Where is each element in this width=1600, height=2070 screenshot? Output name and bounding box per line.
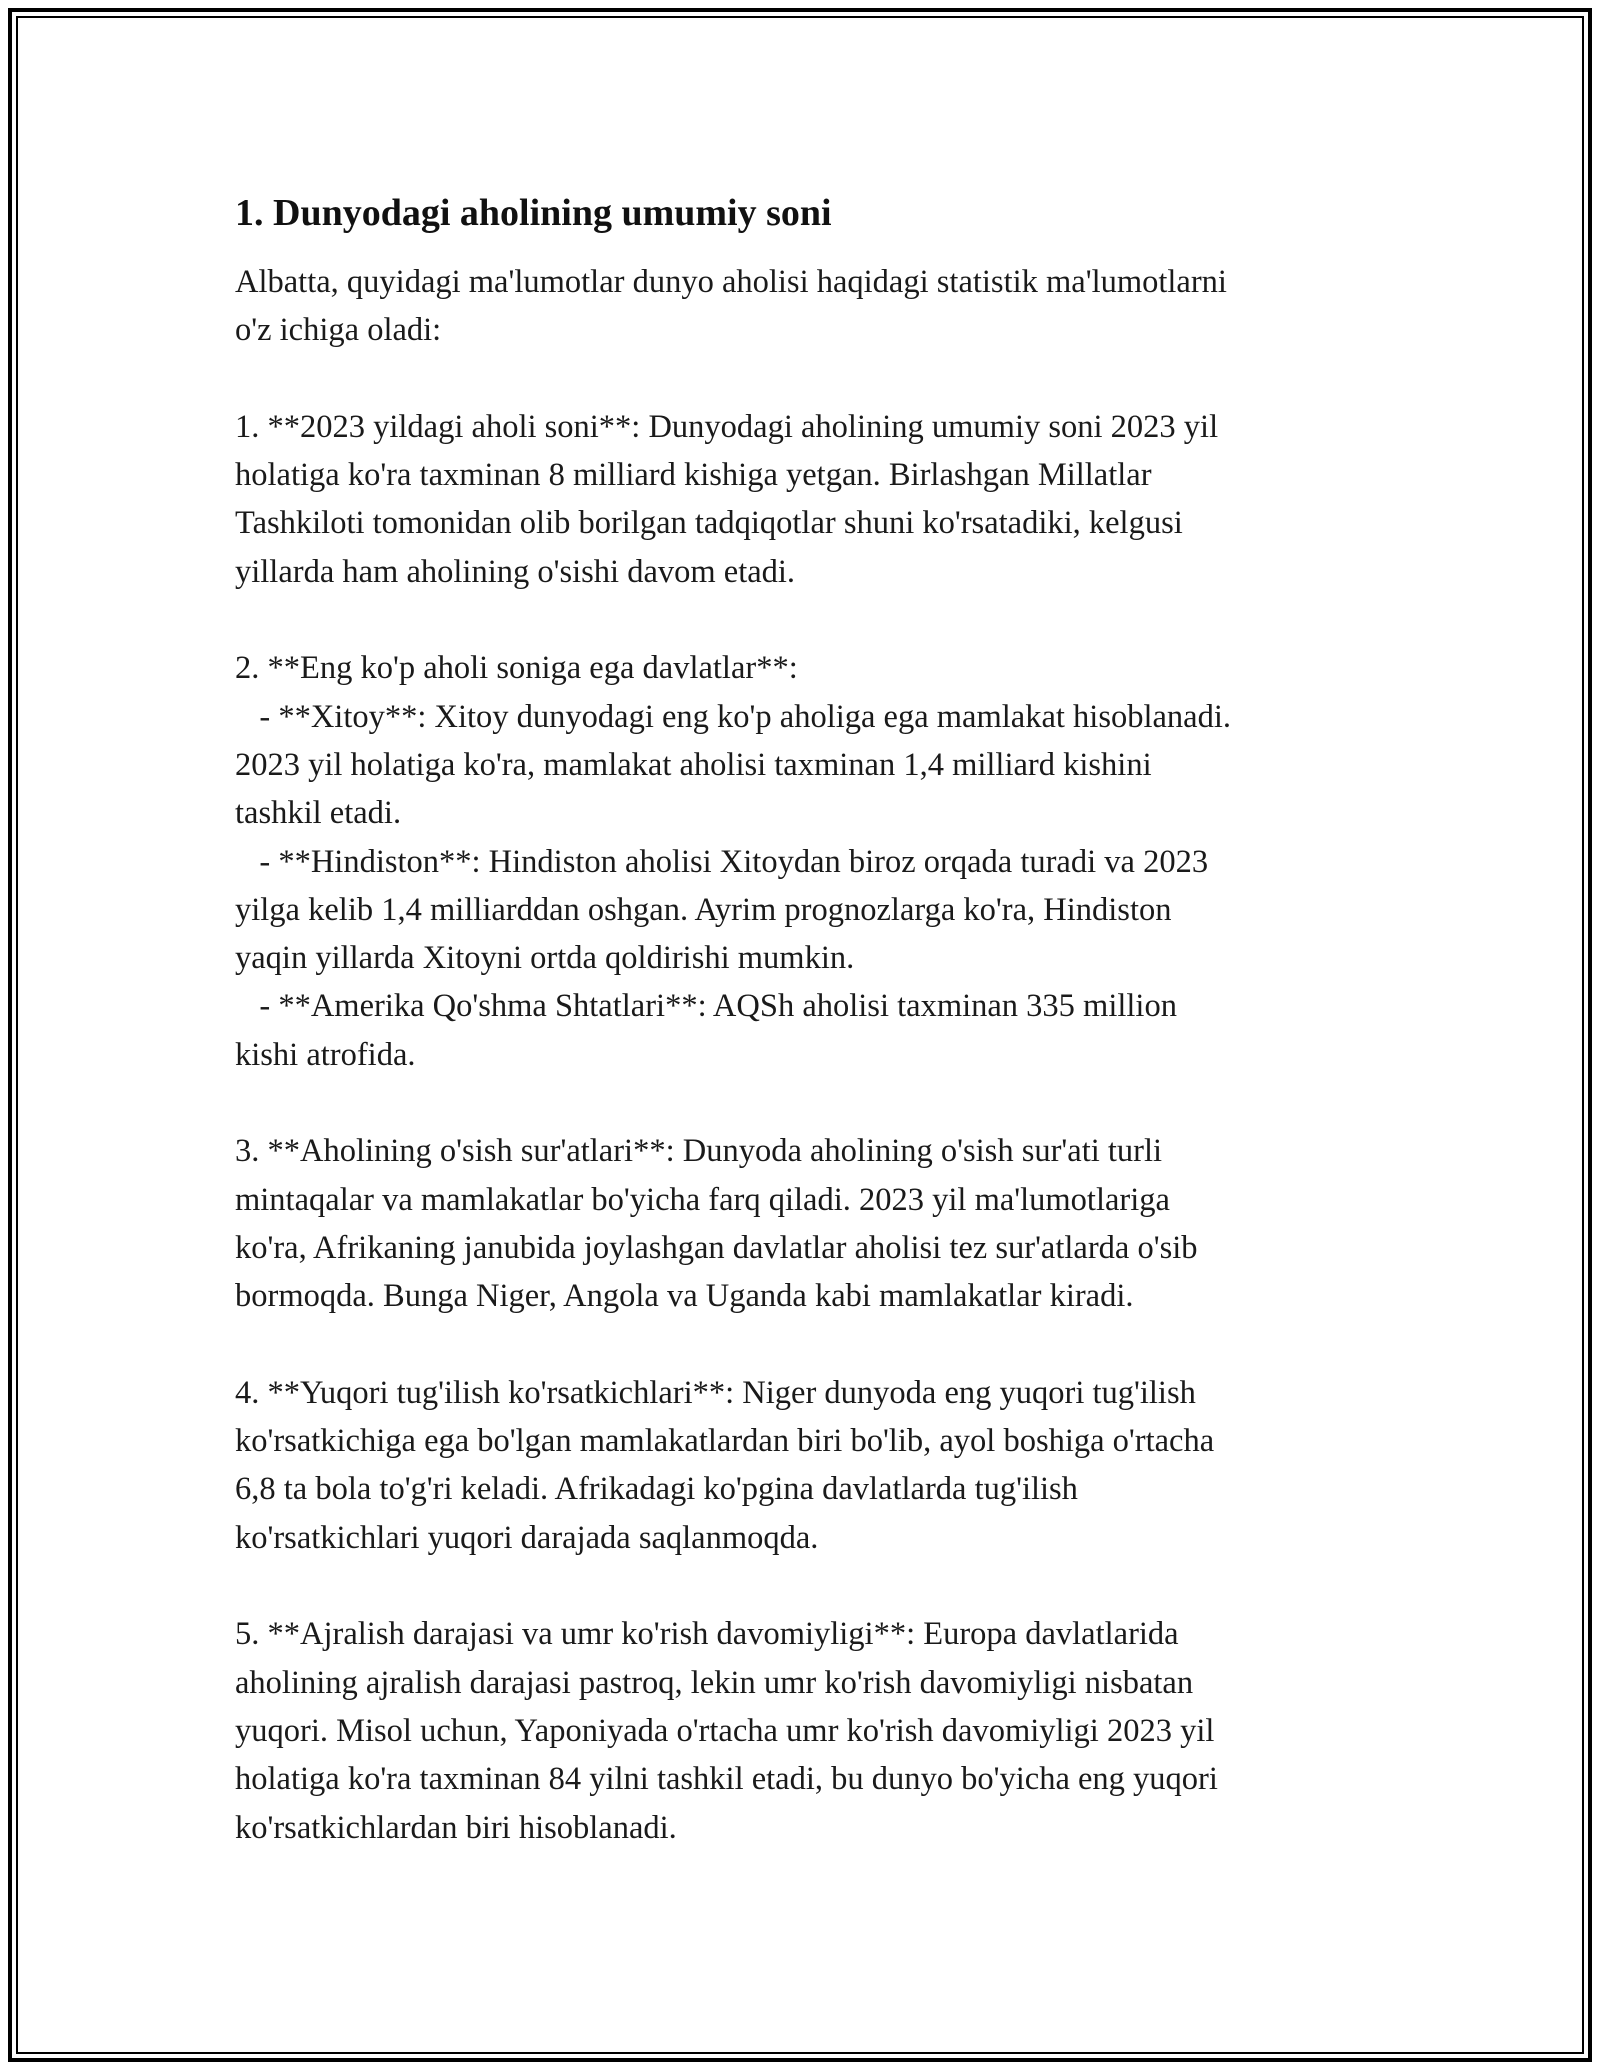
paragraph-gap xyxy=(235,596,1375,644)
list-item-3: 3. **Aholining o'sish sur'atlari**: Dunyoda aholining o'sish sur'ati turli mintaqalar va mamlakatlar bo'yicha farq qiladi. 2023 yil ma'lumotlariga ko'ra, Afrikaning janubida joylashgan davlatlar aholisi tez sur'atlarda o'sib bormoqda. Bunga Niger, Angola va Uganda kabi mamlakatlar kiradi. xyxy=(235,1133,1198,1315)
list-item-2: 2. **Eng ko'p aholi soniga ega davlatlar**: - **Xitoy**: Xitoy dunyodagi eng ko'p aholiga ega mamlakat hisoblanadi. 2023 yil holatiga ko'ra, mamlakat aholisi taxminan 1,4 milliard kishini tashkil etadi. - **Hindiston**: Hindiston aholisi Xitoydan biroz orqada turadi va 2023 yilga kelib 1,4 milliarddan oshgan. Ayrim prognozlarga ko'ra, Hindiston yaqin yillarda Xitoyni ortda qoldirishi mumkin. - **Amerika Qo'shma Shtatlari**: AQSh aholisi taxminan 335 million kishi atrofida. xyxy=(235,650,1232,1073)
paragraph-gap xyxy=(235,1562,1375,1610)
intro-paragraph: Albatta, quyidagi ma'lumotlar dunyo aholisi haqidagi statistik ma'lumotlarni o'z ichiga oladi: xyxy=(235,264,1227,349)
document-title: 1. Dunyodagi aholining umumiy soni xyxy=(235,192,832,234)
list-item-5: 5. **Ajralish darajasi va umr ko'rish davomiyligi**: Europa davlatlarida aholining ajralish darajasi pastroq, lekin umr ko'rish davomiyligi nisbatan yuqori. Misol uchun, Yaponiyada o'rtacha umr ko'rish davomiyligi 2023 yil holatiga ko'ra taxminan 84 yilni tashkil etadi, bu dunyo bo'yicha eng yuqori ko'rsatkichlardan biri hisoblanadi. xyxy=(235,1616,1218,1846)
list-item-4: 4. **Yuqori tug'ilish ko'rsatkichlari**: Niger dunyoda eng yuqori tug'ilish ko'rsatkichiga ega bo'lgan mamlakatlardan biri bo'lib, ayol boshiga o'rtacha 6,8 ta bola to'g'ri keladi. Afrikadagi ko'pgina davlatlarda tug'ilish ko'rsatkichlari yuqori darajada saqlanmoqda. xyxy=(235,1374,1215,1556)
list-item-1: 1. **2023 yildagi aholi soni**: Dunyodagi aholining umumiy soni 2023 yil holatiga ko'ra taxminan 8 milliard kishiga yetgan. Birlashgan Millatlar Tashkiloti tomonidan olib borilgan tadqiqotlar shuni ko'rsatadiki, kelgusi yillarda ham aholining o'sishi davom etadi. xyxy=(235,408,1219,590)
paragraph-gap xyxy=(235,355,1375,403)
paragraph-gap xyxy=(235,1321,1375,1369)
paragraph-gap xyxy=(235,1079,1375,1127)
document-body xyxy=(235,188,1375,1852)
